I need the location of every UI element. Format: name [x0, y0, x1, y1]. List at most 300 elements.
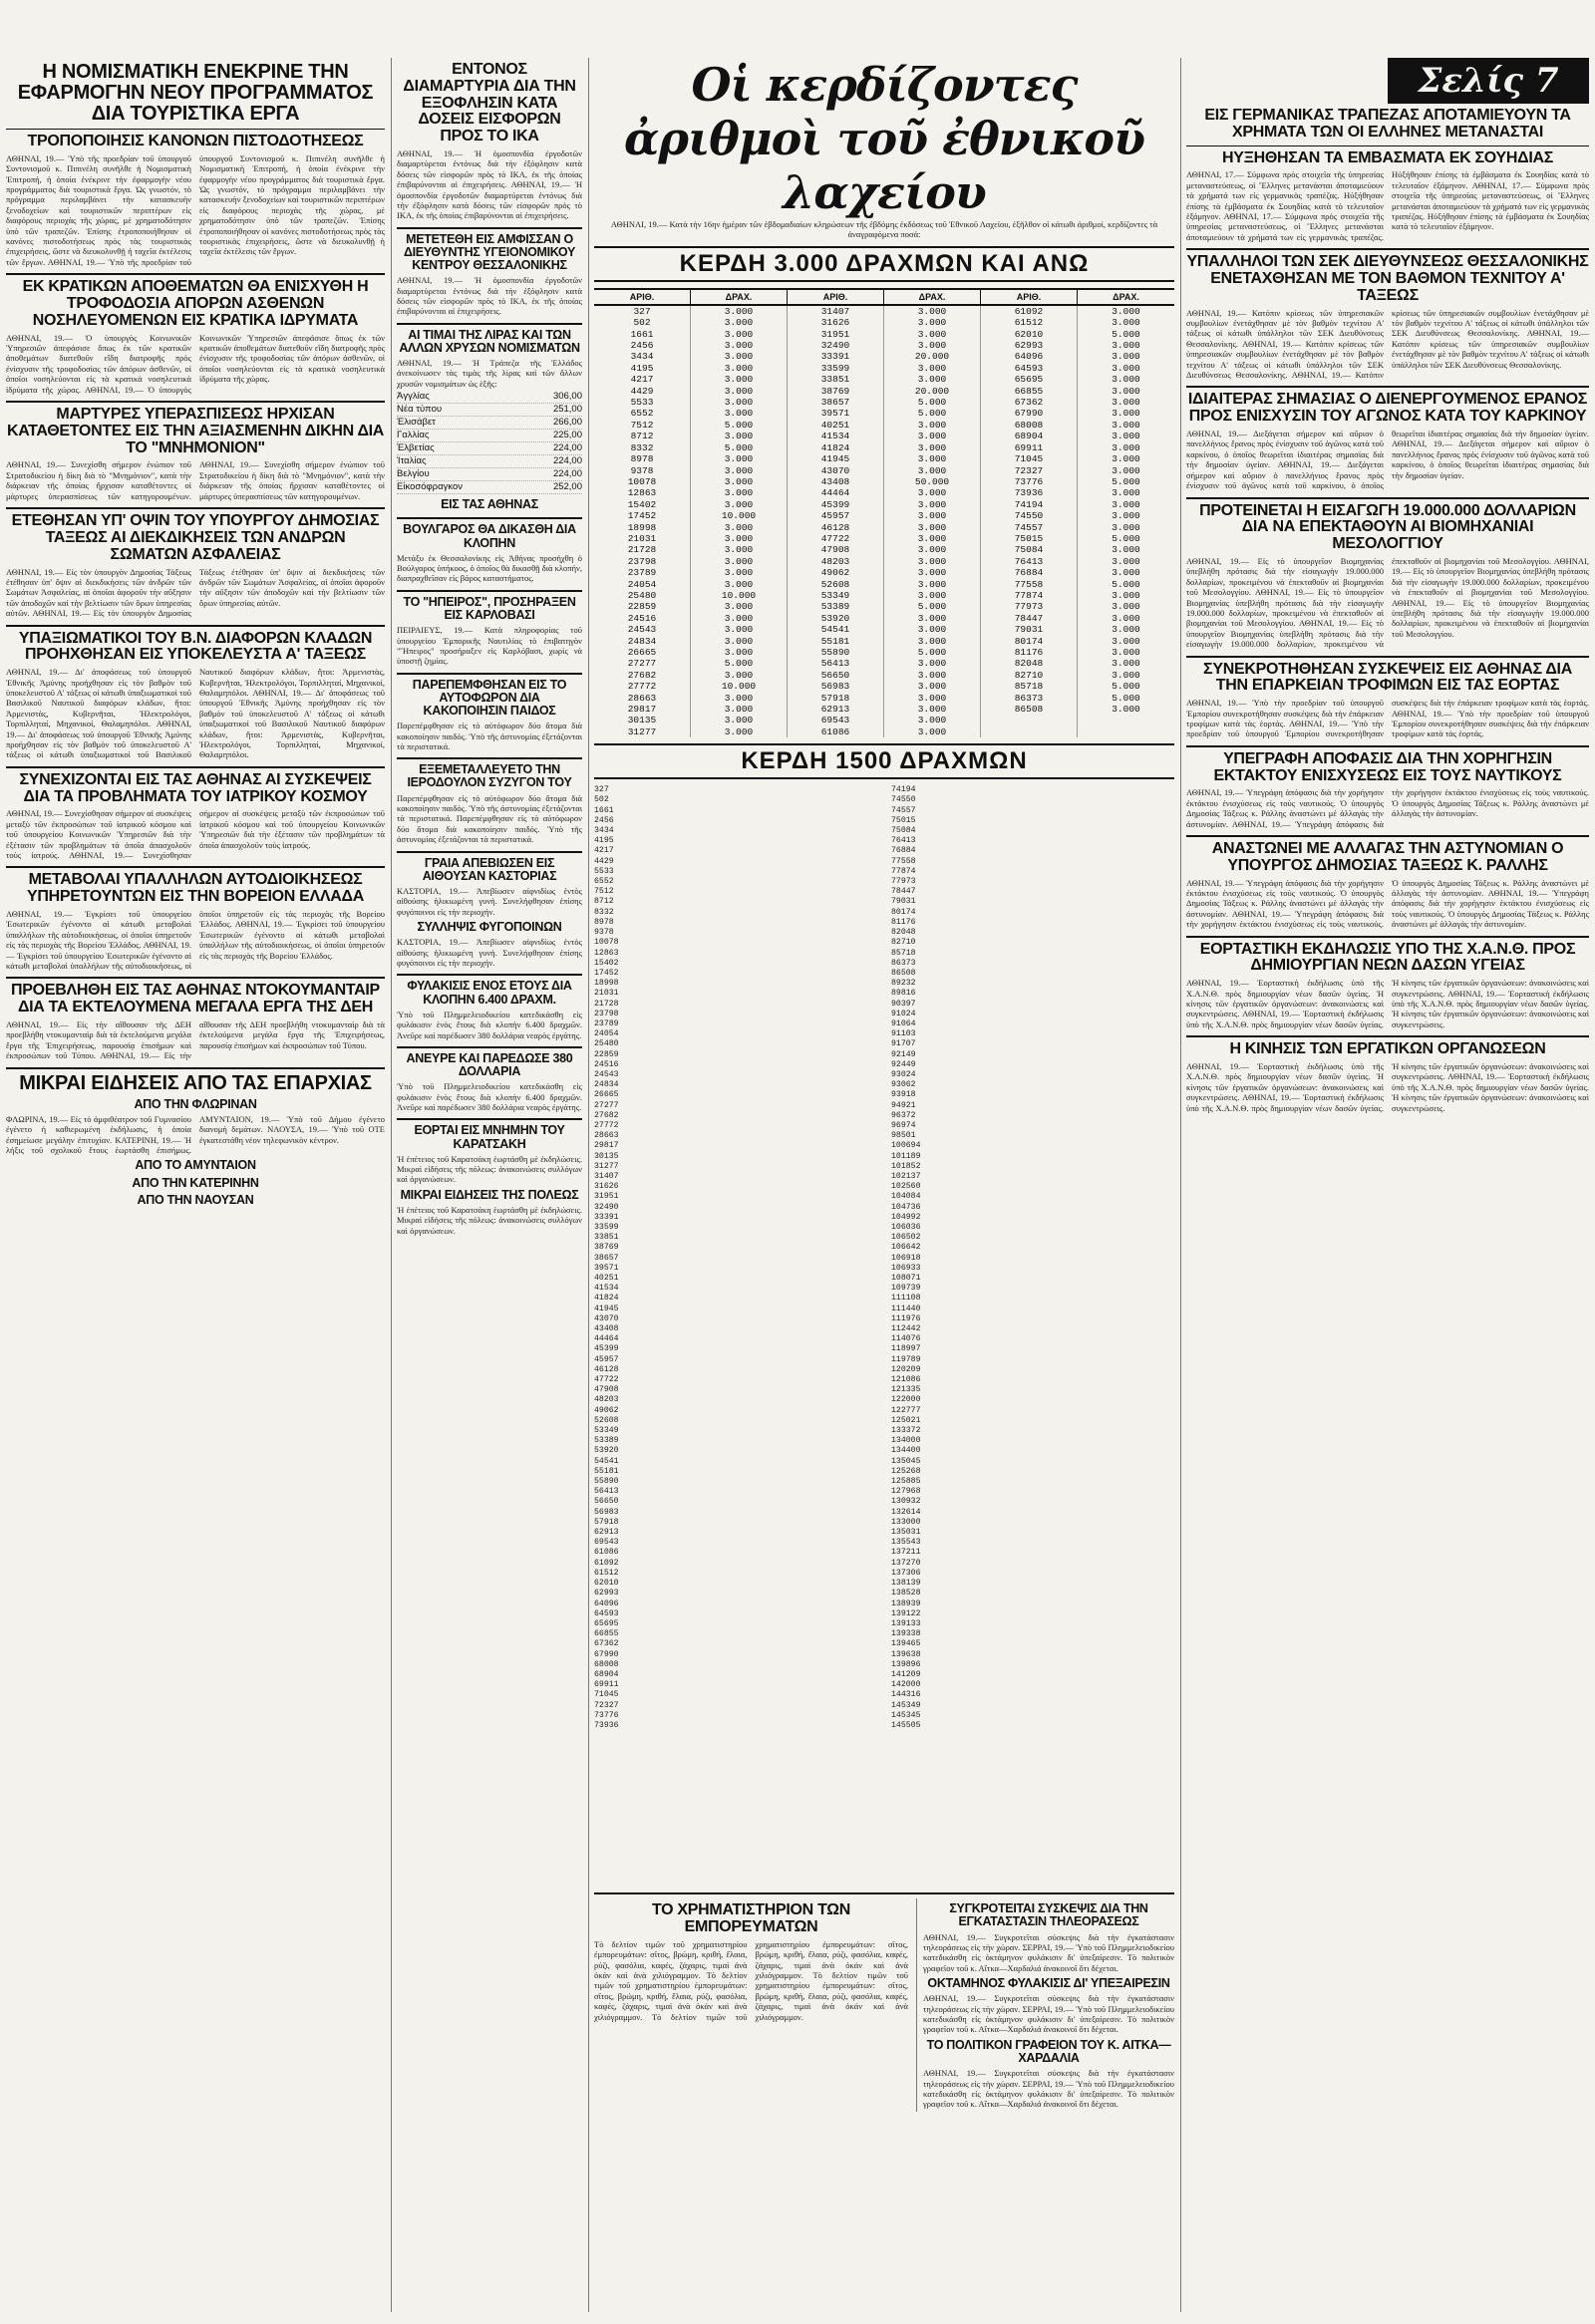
lottery-1500-line: 73936: [594, 1720, 619, 1730]
lottery-number: 80174: [1014, 635, 1044, 647]
lottery-1500-line: 43408: [594, 1324, 619, 1334]
lottery-number: 46128: [820, 521, 850, 533]
lottery-1500-line: 134000: [891, 1436, 921, 1446]
lottery-1500-line: 100694: [891, 1141, 921, 1151]
lottery-number: 4429: [630, 385, 654, 397]
lottery-amount: 3.000: [724, 555, 754, 567]
gold-price-row: [397, 430, 582, 442]
lottery-amount: 3.000: [917, 726, 947, 737]
lottery-1500-line: 65695: [594, 1618, 619, 1628]
lottery-number: 26665: [627, 647, 657, 658]
article-body: ΑΘΗΝΑΙ, 19.— Εἰς τὸν ὑπουργὸν Δημοσίας Τάξεως ἐτέθησαν ὑπ' ὄψιν αἱ διεκδικήσεις τῶν ἀνδρῶν τῶν Σωμάτων Ἀσφαλείας, αἱ ὁποῖαι ἀφοροῦν τὴν αὔξησιν τῶν ἀποδοχῶν καὶ τὴν βελτίωσιν τῶν ὅρων ὑπηρεσίας αὐτῶν. ΑΘΗΝΑΙ, 19.— Εἰς τὸν ὑπουργὸν Δημοσίας Τάξεως ἐτέθησαν ὑπ' ὄψιν αἱ διεκδικήσεις τῶν ἀνδρῶν τῶν Σωμάτων Ἀσφαλείας, αἱ ὁποῖαι ἀφοροῦν τὴν αὔξησιν τῶν ἀποδοχῶν καὶ τὴν βελτίωσιν τῶν ὅρων ὑπηρεσίας αὐτῶν.: [6, 566, 385, 619]
headline: ΟΚΤΑΜΗΝΟΣ ΦΥΛΑΚΙΣΙΣ ΔΙ' ΥΠΕΞΑΙΡΕΣΙΝ: [927, 1976, 1170, 1991]
lottery-amount: 20.000: [914, 385, 950, 397]
lottery-intro: ΑΘΗΝΑΙ, 19.— Κατὰ τὴν 16ην ἡμέραν τῶν ἑβδομαδιαίων κληρώσεων τῆς ἐβδόμης ἐκδόσεως τοῦ Ἐθνικοῦ Λαχείου, ἐξῆλθον οἱ κάτωθι ἀριθμοί, κερδίζοντες τὰ ἀναγραφόμενα ποσά:: [610, 219, 1158, 240]
lottery-number: 31626: [820, 317, 850, 329]
headline: ΜΙΚΡΑΙ ΕΙΔΗΣΕΙΣ ΑΠΟ ΤΑΣ ΕΠΑΡΧΙΑΣ: [19, 1071, 372, 1094]
article-body: ΑΘΗΝΑΙ, 19.— Ἑορταστικὴ ἐκδήλωσις ὑπὸ τῆς Χ.Α.Ν.Θ. πρὸς δημιουργίαν νέων δασῶν ὑγείας. Ἡ κίνησις τῶν ἐργατικῶν ὀργανώσεων: ἀνακοινώσεις καὶ συγκεντρώσεις. ΑΘΗΝΑΙ, 19.— Ἑορταστικὴ ἐκδήλωσις ὑπὸ τῆς Χ.Α.Ν.Θ. πρὸς δημιουργίαν νέων δασῶν ὑγείας. Ἡ κίνησις τῶν ἐργατικῶν ὀργανώσεων: ἀνακοινώσεις καὶ συγκεντρώσεις. ΑΘΗΝΑΙ, 19.— Ἑορταστικὴ ἐκδήλωσις ὑπὸ τῆς Χ.Α.Ν.Θ. πρὸς δημιουργίαν νέων δασῶν ὑγείας. Ἡ κίνησις τῶν ἐργατικῶν ὀργανώσεων: ἀνακοινώσεις καὶ συγκεντρώσεις.: [1186, 978, 1589, 1029]
lottery-amount: 3.000: [1112, 704, 1140, 716]
lottery-amount: 3.000: [724, 647, 754, 658]
lottery-1500-line: 22859: [594, 1049, 619, 1059]
lottery-1500-line: 118997: [891, 1344, 921, 1354]
lottery-amount: 3.000: [724, 635, 754, 647]
lottery-amount: 3.000: [724, 612, 754, 624]
lottery-1500-line: 75084: [891, 826, 916, 836]
lottery-1500-line: 93024: [891, 1069, 916, 1079]
lottery-amount: 3.000: [724, 328, 754, 340]
lottery-1500-line: 73776: [594, 1710, 619, 1720]
lottery-1500-numbers: [594, 785, 1174, 1887]
lottery-amount: 3.000: [724, 317, 754, 329]
lottery-1500-line: 74194: [891, 785, 916, 795]
right-briefs: [916, 1898, 1174, 2112]
gold-price-row: [397, 391, 582, 404]
lottery-amount: 3.000: [724, 669, 754, 681]
lottery-1500-line: 38769: [594, 1243, 619, 1253]
lottery-1500-line: 89816: [891, 989, 916, 999]
lottery-1500-line: 111440: [891, 1304, 921, 1313]
coin-name: Εἰκοσόφραγκον: [397, 481, 463, 493]
lottery-number: 41824: [820, 441, 850, 453]
lottery-number: 29817: [627, 704, 657, 716]
lottery-number: 43070: [820, 464, 850, 476]
lottery-1500-line: 62913: [594, 1528, 619, 1538]
lottery-1500-line: 69911: [594, 1680, 619, 1690]
lottery-amount: 10.000: [721, 510, 757, 522]
lottery-1500-line: 76884: [891, 846, 916, 856]
lottery-number: 62993: [1014, 340, 1044, 352]
lottery-1500-line: 90397: [891, 999, 916, 1009]
lottery-number: 65695: [1014, 374, 1044, 386]
lottery-amount: 3.000: [917, 567, 947, 579]
lottery-1500-line: 24543: [594, 1069, 619, 1079]
lottery-number: 76884: [1014, 567, 1044, 579]
lottery-1500-line: 66855: [594, 1629, 619, 1639]
lottery-band-3000: ΚΕΡΔΗ 3.000 ΔΡΑΧΜΩΝ ΚΑΙ ΑΝΩ: [594, 246, 1174, 282]
lottery-1500-line: 24516: [594, 1059, 619, 1069]
coin-price: 224,00: [552, 455, 582, 467]
lottery-1500-line: 77874: [891, 866, 916, 876]
lottery-amount: 3.000: [917, 487, 947, 499]
lottery-1500-line: 74550: [891, 795, 916, 805]
lottery-amount: 5.000: [724, 658, 754, 670]
lottery-amount: 3.000: [724, 475, 754, 487]
lottery-1500-line: 145349: [891, 1700, 921, 1710]
lottery-amount: 3.000: [724, 498, 754, 510]
lottery-1500-line: 75015: [891, 815, 916, 825]
headline: ΑΙ ΤΙΜΑΙ ΤΗΣ ΛΙΡΑΣ ΚΑΙ ΤΩΝ ΑΛΛΩΝ ΧΡΥΣΩΝ ΝΟΜΙΣΜΑΤΩΝ: [399, 327, 580, 355]
article-body: Ἡ ἐπέτειος τοῦ Καρατσάκη ἑωρτάσθη μὲ ἐκδηλώσεις. Μικραὶ εἰδήσεις τῆς πόλεως: ἀνακοινώσεις συλλόγων καὶ ὀργανώσεων.: [397, 1153, 582, 1185]
lottery-1500-line: 135543: [891, 1538, 921, 1548]
lottery-1500-line: 6552: [594, 877, 614, 887]
lottery-1500-line: 122000: [891, 1395, 921, 1405]
lottery-amount: 3.000: [724, 340, 754, 352]
column-header-amount: ΔΡΑΧ.: [1113, 291, 1139, 302]
lottery-1500-line: 10078: [594, 938, 619, 948]
lottery-number: 33599: [820, 362, 850, 374]
lottery-amount: 10.000: [721, 589, 757, 601]
lottery-1500-line: 68904: [594, 1669, 619, 1679]
lottery-number: 49062: [820, 567, 850, 579]
article-body: Μετάξυ ἐκ Θεσσαλονίκης εἰς Ἀθήνας προσήχθη ὁ Βούλγαρος ὑπήκοος, ὁ ὁποῖος θὰ δικασθῇ διὰ κλοπήν, διαπραχθεῖσαν εἰς βάρος καταστήματος.: [397, 552, 582, 584]
headline: ΠΑΡΕΠΕΜΦΘΗΣΑΝ ΕΙΣ ΤΟ ΑΥΤΟΦΩΡΟΝ ΔΙΑ ΚΑΚΟΠΟΙΗΣΙΝ ΠΑΙΔΟΣ: [412, 677, 567, 719]
lottery-amount: 3.000: [724, 453, 754, 465]
lottery-1500-line: 52608: [594, 1415, 619, 1425]
lottery-number: 48203: [820, 555, 850, 567]
lottery-1500-line: 137211: [891, 1548, 921, 1558]
article-body: ΑΘΗΝΑΙ, 19.— Κατόπιν κρίσεως τῶν ὑπηρεσιακῶν συμβουλίων ἐνετάχθησαν μὲ τὸν βαθμὸν τεχνίτου Α' τάξεως οἱ κάτωθι ὑπάλληλοι τῶν ΣΕΚ Διευθύνσεως Θεσσαλονίκης. ΑΘΗΝΑΙ, 19.— Κατόπιν κρίσεως τῶν ὑπηρεσιακῶν συμβουλίων ἐνετάχθησαν μὲ τὸν βαθμὸν τεχνίτου Α' τάξεως οἱ κάτωθι ὑπάλληλοι τῶν ΣΕΚ Διευθύνσεως Θεσσαλονίκης. ΑΘΗΝΑΙ, 19.— Κατόπιν κρίσεως τῶν ὑπηρεσιακῶν συμβουλίων ἐνετάχθησαν μὲ τὸν βαθμὸν τεχνίτου Α' τάξεως οἱ κάτωθι ὑπάλληλοι τῶν ΣΕΚ Διευθύνσεως Θεσσαλονίκης. ΑΘΗΝΑΙ, 19.— Κατόπιν κρίσεως τῶν ὑπηρεσιακῶν συμβουλίων ἐνετάχθησαν μὲ τὸν βαθμὸν τεχνίτου Α' τάξεως οἱ κάτωθι ὑπάλληλοι τῶν ΣΕΚ Διευθύνσεως Θεσσαλονίκης.: [1186, 307, 1589, 381]
column-2: [397, 58, 582, 2312]
lottery-1500-line: 31951: [594, 1192, 619, 1202]
lottery-amount: 3.000: [917, 328, 947, 340]
lottery-amount: 5.000: [917, 601, 947, 613]
lottery-1500-line: 102560: [891, 1182, 921, 1192]
lottery-number-column: [788, 306, 884, 737]
lottery-1500-line: 82048: [891, 928, 916, 938]
gold-price-row: [397, 404, 582, 417]
lottery-1500-line: 2456: [594, 815, 614, 825]
headline: ΜΕΤΕΤΕΘΗ ΕΙΣ ΑΜΦΙΣΣΑΝ Ο ΔΙΕΥΘΥΝΤΗΣ ΥΓΕΙΟΝΟΜΙΚΟΥ ΚΕΝΤΡΟΥ ΘΕΣΣΑΛΟΝΙΚΗΣ: [403, 231, 576, 273]
lottery-amount: 3.000: [1112, 385, 1140, 397]
lottery-amount: 3.000: [1112, 601, 1140, 613]
lottery-1500-line: 61092: [594, 1558, 619, 1568]
lottery-number: 23798: [627, 555, 657, 567]
lottery-amount: 3.000: [917, 704, 947, 716]
lottery-1500-line: 91024: [891, 1009, 916, 1018]
lottery-number: 24054: [627, 578, 657, 590]
lottery-1500-line: 61512: [594, 1568, 619, 1578]
lottery-amount: 3.000: [917, 498, 947, 510]
lottery-1500-line: 26665: [594, 1090, 619, 1100]
lottery-amount: 3.000: [917, 419, 947, 431]
lottery-number: 66855: [1014, 385, 1044, 397]
lottery-1500-line: 108071: [891, 1274, 921, 1283]
lottery-number: 502: [633, 317, 651, 329]
coin-price: 306,00: [552, 391, 582, 403]
article-body: Ὑπὸ τοῦ Πλημμελειοδικείου κατεδικάσθη εἰς φυλάκισιν ἑνὸς ἔτους διὰ κλοπὴν 6.400 δραχμῶν. Ἀνεῦρε καὶ παρέδωσεν 380 δολλάρια νεαρὸς ἐργάτης.: [397, 1009, 582, 1040]
lottery-number: 8978: [630, 453, 654, 465]
lottery-1500-line: 62993: [594, 1589, 619, 1598]
section-subhead: ΑΠΟ ΤΗΝ ΦΛΩΡΙΝΑΝ: [134, 1096, 257, 1111]
lottery-1500-line: 106642: [891, 1243, 921, 1253]
lottery-1500-line: 46128: [594, 1364, 619, 1374]
lottery-1500-line: 21728: [594, 999, 619, 1009]
lottery-1500-line: 86373: [891, 958, 916, 968]
lottery-number: 24516: [627, 612, 657, 624]
lottery-amount: 3.000: [917, 453, 947, 465]
lottery-1500-line: 8712: [594, 897, 614, 907]
lottery-1500-line: 112442: [891, 1324, 921, 1334]
section-subhead: ΑΠΟ ΤΗΝ ΚΑΤΕΡΙΝΗΝ: [132, 1175, 259, 1190]
lottery-amount: 3.000: [1112, 624, 1140, 636]
lottery-amount: 3.000: [724, 374, 754, 386]
lottery-amount: 3.000: [724, 692, 754, 704]
lottery-1500-line: 8332: [594, 907, 614, 917]
lottery-amount: 3.000: [917, 317, 947, 329]
column-header-number: ΑΡΙΘ.: [594, 290, 691, 304]
lottery-1500-line: 106036: [891, 1222, 921, 1232]
lottery-1500-line: 102137: [891, 1171, 921, 1181]
lottery-1500-line: 138939: [891, 1598, 921, 1608]
coin-name: Ἰταλίας: [397, 455, 427, 467]
lottery-1500-line: 81176: [891, 917, 916, 927]
lottery-amount: 3.000: [724, 351, 754, 363]
article-body: Ἡ ἐπέτειος τοῦ Καρατσάκη ἑωρτάσθη μὲ ἐκδηλώσεις. Μικραὶ εἰδήσεις τῆς πόλεως: ἀνακοινώσεις συλλόγων καὶ ὀργανώσεων.: [397, 1204, 582, 1236]
lottery-1500-line: 41824: [594, 1294, 619, 1304]
article-body: ΑΘΗΝΑΙ, 19.— Ἐγκρίσει τοῦ ὑπουργείου Ἐσωτερικῶν ἐγένοντο αἱ κάτωθι μεταβολαὶ ὑπαλλήλων τῆς αὐτοδιοικήσεως, οἱ ὁποῖοι ὑπηρετοῦν εἰς τὰς περιοχὰς τῆς Βορείου Ἑλλάδος. ΑΘΗΝΑΙ, 19.— Ἐγκρίσει τοῦ ὑπουργείου Ἐσωτερικῶν ἐγένοντο αἱ κάτωθι μεταβολαὶ ὑπαλλήλων τῆς αὐτοδιοικήσεως, οἱ ὁποῖοι ὑπηρετοῦν εἰς τὰς περιοχὰς τῆς Βορείου Ἑλλάδος. ΑΘΗΝΑΙ, 19.— Ἐγκρίσει τοῦ ὑπουργείου Ἐσωτερικῶν ἐγένοντο αἱ κάτωθι μεταβολαὶ ὑπαλλήλων τῆς αὐτοδιοικήσεως, οἱ ὁποῖοι ὑπηρετοῦν εἰς τὰς περιοχὰς τῆς Βορείου Ἑλλάδος.: [6, 909, 385, 972]
lottery-number: 69543: [820, 715, 850, 726]
lottery-1500-line: 61086: [594, 1548, 619, 1558]
lottery-amount: 3.000: [917, 635, 947, 647]
lottery-number: 73776: [1014, 475, 1044, 487]
lottery-number: 31277: [627, 726, 657, 737]
headline: ΜΑΡΤΥΡΕΣ ΥΠΕΡΑΣΠΙΣΕΩΣ ΗΡΧΙΣΑΝ ΚΑΤΑΘΕΤΟΝΤΕΣ ΕΙΣ ΤΗΝ ΑΞΙΑΣΜΕΝΗΝ ΔΙΚΗΝ ΔΙΑ ΤΟ "ΜΝΗΜΟΝΙΟΝ": [6, 406, 385, 456]
lottery-amount: 3.000: [1112, 419, 1140, 431]
coin-name: Ἑλβετίας: [397, 442, 435, 454]
lottery-number: 43408: [820, 475, 850, 487]
coin-name: Βελγίου: [397, 468, 430, 480]
lottery-number: 45957: [820, 510, 850, 522]
lottery-1500-line: 104736: [891, 1202, 921, 1212]
lottery-1500-line: 49062: [594, 1405, 619, 1415]
headline: ΠΡΟΤΕΙΝΕΤΑΙ Η ΕΙΣΑΓΩΓΗ 19.000.000 ΔΟΛΛΑΡΙΩΝ ΔΙΑ ΝΑ ΕΠΕΚΤΑΘΟΥΝ ΑΙ ΒΙΟΜΗΧΑΝΙΑΙ ΜΕΣΟΛΟΓΓΙΟΥ: [1199, 501, 1576, 553]
lottery-1500-line: 142000: [891, 1680, 921, 1690]
lottery-amount: 3.000: [1112, 453, 1140, 465]
lottery-1500-line: 55181: [594, 1466, 619, 1476]
lottery-number: 8332: [630, 441, 654, 453]
lottery-amount: 3.000: [724, 726, 754, 737]
lottery-1500-line: 67362: [594, 1639, 619, 1649]
lottery-number: 15402: [627, 498, 657, 510]
lottery-1500-line: 133000: [891, 1517, 921, 1527]
lottery-amount: 3.000: [1112, 397, 1140, 409]
lottery-1500-line: 106502: [891, 1233, 921, 1243]
lottery-1500-line: 12863: [594, 948, 619, 958]
lottery-number: 71045: [1014, 453, 1044, 465]
lottery-number: 23789: [627, 567, 657, 579]
lottery-1500-line: 33599: [594, 1222, 619, 1232]
lottery-1500-line: 62010: [594, 1579, 619, 1589]
lottery-amount: 3.000: [917, 374, 947, 386]
lottery-number: 67362: [1014, 397, 1044, 409]
lottery-amount: 5.000: [1112, 692, 1140, 704]
coin-name: Ἐλισάβετ: [397, 417, 436, 429]
lottery-number: 47722: [820, 532, 850, 544]
lottery-1500-line: 74557: [891, 805, 916, 815]
lottery-1500-line: 64096: [594, 1598, 619, 1608]
lottery-number: 41945: [820, 453, 850, 465]
lottery-1500-line: 24834: [594, 1080, 619, 1090]
lottery-number: 5533: [630, 397, 654, 409]
lottery-1500-line: 27682: [594, 1110, 619, 1120]
lottery-number: 69911: [1014, 441, 1044, 453]
lottery-number: 24834: [627, 635, 657, 647]
lottery-amount: 3.000: [1112, 521, 1140, 533]
lottery-amount: 3.000: [1112, 669, 1140, 681]
article-body: ΑΘΗΝΑΙ, 19.— Εἰς τὸ ὑπουργεῖον Βιομηχανίας ὑπεβλήθη πρότασις διὰ τὴν εἰσαγωγὴν 19.000.000 δολλαρίων, προκειμένου νὰ ἐπεκταθοῦν αἱ βιομηχανίαι τοῦ Μεσολογγίου. ΑΘΗΝΑΙ, 19.— Εἰς τὸ ὑπουργεῖον Βιομηχανίας ὑπεβλήθη πρότασις διὰ τὴν εἰσαγωγὴν 19.000.000 δολλαρίων, προκειμένου νὰ ἐπεκταθοῦν αἱ βιομηχανίαι τοῦ Μεσολογγίου. ΑΘΗΝΑΙ, 19.— Εἰς τὸ ὑπουργεῖον Βιομηχανίας ὑπεβλήθη πρότασις διὰ τὴν εἰσαγωγὴν 19.000.000 δολλαρίων, προκειμένου νὰ ἐπεκταθοῦν αἱ βιομηχανίαι τοῦ Μεσολογγίου. ΑΘΗΝΑΙ, 19.— Εἰς τὸ ὑπουργεῖον Βιομηχανίας ὑπεβλήθη πρότασις διὰ τὴν εἰσαγωγὴν 19.000.000 δολλαρίων, προκειμένου νὰ ἐπεκταθοῦν αἱ βιομηχανίαι τοῦ Μεσολογγίου. ΑΘΗΝΑΙ, 19.— Εἰς τὸ ὑπουργεῖον Βιομηχανίας ὑπεβλήθη πρότασις διὰ τὴν εἰσαγωγὴν 19.000.000 δολλαρίων, προκειμένου νὰ ἐπεκταθοῦν αἱ βιομηχανίαι τοῦ Μεσολογγίου.: [1186, 555, 1589, 650]
lottery-number: 56413: [820, 658, 850, 670]
lottery-amount: 3.000: [1112, 340, 1140, 352]
lottery-1500-line: 106918: [891, 1253, 921, 1263]
lottery-number: 53349: [820, 589, 850, 601]
lottery-1500-line: 7512: [594, 887, 614, 897]
lottery-amount: 3.000: [917, 578, 947, 590]
lottery-1500-line: 114076: [891, 1334, 921, 1344]
lottery-1500-line: 39571: [594, 1263, 619, 1273]
lottery-amount: 3.000: [724, 601, 754, 613]
lottery-1500-line: 29817: [594, 1141, 619, 1151]
lottery-1500-line: 91064: [891, 1018, 916, 1028]
subheadline: ΗΥΞΗΘΗΣΑΝ ΤΑ ΕΜΒΑΣΜΑΤΑ ΕΚ ΣΟΥΗΔΙΑΣ: [1221, 148, 1554, 166]
lottery-amount: 3.000: [1112, 317, 1140, 329]
headline: ΕΝΤΟΝΟΣ ΔΙΑΜΑΡΤΥΡΙΑ ΔΙΑ ΤΗΝ ΕΞΟΦΛΗΣΙΝ ΚΑΤΑ ΔΟΣΕΙΣ ΕΙΣΦΟΡΩΝ ΠΡΟΣ ΤΟ ΙΚΑ: [403, 61, 576, 145]
lottery-1500-line: 125021: [891, 1415, 921, 1425]
lottery-amount: 3.000: [1112, 658, 1140, 670]
lottery-number: 62913: [820, 704, 850, 716]
coin-price: 252,00: [552, 481, 582, 493]
lottery-1500-line: 53920: [594, 1446, 619, 1456]
lottery-amount: 3.000: [724, 521, 754, 533]
lottery-amount: 5.000: [917, 408, 947, 420]
lottery-1500-line: 122777: [891, 1405, 921, 1415]
lottery-1500-line: 64593: [594, 1608, 619, 1618]
lottery-1500-line: 69543: [594, 1538, 619, 1548]
lottery-amount: 3.000: [1112, 612, 1140, 624]
lottery-1500-line: 139133: [891, 1618, 921, 1628]
lottery-1500-line: 138528: [891, 1589, 921, 1598]
lottery-number: 40251: [820, 419, 850, 431]
lottery-number: 44464: [820, 487, 850, 499]
lottery-amount: 3.000: [1112, 487, 1140, 499]
lottery-1500-line: 106933: [891, 1263, 921, 1273]
lottery-number: 28663: [627, 692, 657, 704]
lottery-number: 38657: [820, 397, 850, 409]
lottery-1500-line: 56650: [594, 1497, 619, 1507]
lottery-1500-line: 27277: [594, 1100, 619, 1110]
lottery-1500-line: 9378: [594, 928, 614, 938]
lottery-table-header: [594, 288, 1174, 306]
headline: ΣΥΓΚΡΟΤΕΙΤΑΙ ΣΥΣΚΕΨΙΣ ΔΙΑ ΤΗΝ ΕΓΚΑΤΑΣΤΑΣΙΝ ΤΗΛΕΟΡΑΣΕΩΣ: [949, 1901, 1148, 1929]
lottery-1500-line: 27772: [594, 1120, 619, 1130]
lottery-1500-line: 145505: [891, 1720, 921, 1730]
lottery-1500-line: 135045: [891, 1456, 921, 1466]
headline: ΕΟΡΤΑΣΤΙΚΗ ΕΚΔΗΛΩΣΙΣ ΥΠΟ ΤΗΣ Χ.Α.Ν.Θ. ΠΡΟΣ ΔΗΜΙΟΥΡΓΙΑΝ ΝΕΩΝ ΔΑΣΩΝ ΥΓΕΙΑΣ: [1199, 940, 1576, 975]
lottery-number: 21728: [627, 544, 657, 556]
lottery-1500-line: 21031: [594, 989, 619, 999]
lottery-amount: 5.000: [1112, 532, 1140, 544]
lottery-1500-line: 139896: [891, 1659, 921, 1669]
lottery-number: 24543: [627, 624, 657, 636]
article-body: ΑΘΗΝΑΙ, 19.— Ὑπὸ τὴν προεδρίαν τοῦ ὑπουργοῦ Ἐμπορίου συνεκροτήθησαν συσκέψεις διὰ τὴν ἐπάρκειαν τροφίμων κατὰ τὰς ἑορτάς. ΑΘΗΝΑΙ, 19.— Ὑπὸ τὴν προεδρίαν τοῦ ὑπουργοῦ Ἐμπορίου συνεκροτήθησαν συσκέψεις διὰ τὴν ἐπάρκειαν τροφίμων κατὰ τὰς ἑορτάς. ΑΘΗΝΑΙ, 19.— Ὑπὸ τὴν προεδρίαν τοῦ ὑπουργοῦ Ἐμπορίου συνεκροτήθησαν συσκέψεις διὰ τὴν ἐπάρκειαν τροφίμων κατὰ τὰς ἑορτάς.: [1186, 698, 1589, 739]
lottery-amount: 3.000: [724, 487, 754, 499]
lottery-1500-line: 24054: [594, 1029, 619, 1039]
lottery-1500-line: 86508: [891, 968, 916, 978]
lottery-amount: 3.000: [917, 658, 947, 670]
lottery-number: 327: [633, 305, 651, 317]
lottery-amount: 3.000: [917, 340, 947, 352]
lottery-1500-line: 47722: [594, 1375, 619, 1385]
coin-price: 224,00: [552, 442, 582, 454]
column-1: [6, 58, 385, 2312]
lottery-1500-line: 80174: [891, 907, 916, 917]
article-body: Παρεπέμφθησαν εἰς τὸ αὐτόφωρον δύο ἄτομα διὰ κακοποίησιν παιδός. Ὑπὸ τῆς ἀστυνομίας ἐξετάζονται τὰ περιστατικά. Παρεπέμφθησαν εἰς τὸ αὐτόφωρον δύο ἄτομα διὰ κακοποίησιν παιδός. Ὑπὸ τῆς ἀστυνομίας ἐξετάζονται τὰ περιστατικά.: [397, 792, 582, 845]
lottery-number: 56650: [820, 669, 850, 681]
gold-price-row: [397, 442, 582, 455]
lottery-1500-line: 85718: [891, 948, 916, 958]
lottery-1500-line: 92449: [891, 1059, 916, 1069]
lottery-number: 62010: [1014, 328, 1044, 340]
headline: Η ΝΟΜΙΣΜΑΤΙΚΗ ΕΝΕΚΡΙΝΕ ΤΗΝ ΕΦΑΡΜΟΓΗΝ ΝΕΟΥ ΠΡΟΓΡΑΜΜΑΤΟΣ ΔΙΑ ΤΟΥΡΙΣΤΙΚΑ ΕΡΓΑ: [17, 61, 374, 125]
lottery-1500-line: 96372: [891, 1110, 916, 1120]
lottery-amount: 3.000: [1112, 351, 1140, 363]
lottery-1500-line: 54541: [594, 1456, 619, 1466]
lottery-amount: 5.000: [1112, 328, 1140, 340]
lottery-amount: 3.000: [724, 532, 754, 544]
lottery-1500-line: 109739: [891, 1284, 921, 1294]
article-body: ΑΘΗΝΑΙ, 19.— Ὑπὸ τῆς προεδρίαν τοῦ ὑπουργοῦ Συντονισμοῦ κ. Πιπινέλη συνῆλθε ἡ Νομισματικὴ Ἐπιτροπή, ἡ ὁποία ἐνέκρινε τὴν ἐφαρμογὴν νέου προγράμματος διὰ τουριστικὰ ἔργα. Ὡς γνωστόν, τὸ πρόγραμμα περιλαμβάνει τὴν κατασκευὴν ξενοδοχείων καὶ τουριστικῶν περιπτέρων εἰς διαφόρους περιοχὰς τῆς χώρας, μὲ χρηματοδότησιν ὑπὸ τῶν τραπεζῶν. Ἐπίσης ἐτροποποιήθησαν οἱ κανόνες πιστοδοτήσεως πρὸς τὰς τουριστικὰς ἐπιχειρήσεις, ὥστε νὰ διευκολυνθῇ ἡ ταχεῖα ἐκτέλεσις τῶν ἔργων. ΑΘΗΝΑΙ, 19.— Ὑπὸ τῆς προεδρίαν τοῦ ὑπουργοῦ Συντονισμοῦ κ. Πιπινέλη συνῆλθε ἡ Νομισματικὴ Ἐπιτροπή, ἡ ὁποία ἐνέκρινε τὴν ἐφαρμογὴν νέου προγράμματος διὰ τουριστικὰ ἔργα. Ὡς γνωστόν, τὸ πρόγραμμα περιλαμβάνει τὴν κατασκευὴν ξενοδοχείων καὶ τουριστικῶν περιπτέρων εἰς διαφόρους περιοχὰς τῆς χώρας, μὲ χρηματοδότησιν ὑπὸ τῶν τραπεζῶν. Ἐπίσης ἐτροποποιήθησαν οἱ κανόνες πιστοδοτήσεως πρὸς τὰς τουριστικὰς ἐπιχειρήσεις, ὥστε νὰ διευκολυνθῇ ἡ ταχεῖα ἐκτέλεσις τῶν ἔργων.: [6, 152, 385, 267]
lottery-number: 6552: [630, 408, 654, 420]
lottery-number: 9378: [630, 464, 654, 476]
lottery-number: 30135: [627, 715, 657, 726]
lottery-amount: 3.000: [1112, 544, 1140, 556]
lottery-number: 73936: [1014, 487, 1044, 499]
lottery-1500-line: 48203: [594, 1395, 619, 1405]
lottery-number: 81176: [1014, 647, 1044, 658]
lottery-number: 77558: [1014, 578, 1044, 590]
lottery-1500-line: 57918: [594, 1517, 619, 1527]
lottery-amount: 3.000: [724, 397, 754, 409]
lottery-amount: 20.000: [914, 351, 950, 363]
lottery-1500-line: 139338: [891, 1629, 921, 1639]
lottery-number: 55890: [820, 647, 850, 658]
lottery-1500-line: 121335: [891, 1385, 921, 1395]
article-body: ΑΘΗΝΑΙ, 19.— Εἰς τὴν αἴθουσαν τῆς ΔΕΗ προεβλήθη ντοκυμανταὶρ διὰ τὰ ἐκτελούμενα μεγάλα ἔργα τῆς Ἐπιχειρήσεως, παρουσίᾳ ἐπισήμων καὶ ἐκπροσώπων τοῦ Τύπου. ΑΘΗΝΑΙ, 19.— Εἰς τὴν αἴθουσαν τῆς ΔΕΗ προεβλήθη ντοκυμανταὶρ διὰ τὰ ἐκτελούμενα μεγάλα ἔργα τῆς Ἐπιχειρήσεως, παρουσίᾳ ἐπισήμων καὶ ἐκπροσώπων τοῦ Τύπου.: [6, 1019, 385, 1061]
lottery-amount: 3.000: [724, 624, 754, 636]
lottery-amount-column: [1078, 306, 1174, 737]
lottery-1500-line: 3434: [594, 826, 614, 836]
lottery-amount: 5.000: [724, 441, 754, 453]
lottery-amount: 3.000: [724, 578, 754, 590]
lottery-number: 41534: [820, 431, 850, 442]
lottery-1500-line: 72327: [594, 1700, 619, 1710]
lottery-1500-line: 144316: [891, 1690, 921, 1700]
lottery-1500-line: 23798: [594, 1009, 619, 1018]
lottery-1500-line: 78447: [891, 887, 916, 897]
lottery-number: 61512: [1014, 317, 1044, 329]
lottery-amount: 3.000: [1112, 498, 1140, 510]
lottery-amount: 3.000: [1112, 431, 1140, 442]
lottery-amount: 3.000: [917, 692, 947, 704]
lottery-number: 33851: [820, 374, 850, 386]
headline: ΣΥΛΛΗΨΙΣ ΦΥΓΟΠΟΙΝΩΝ: [417, 920, 562, 935]
lottery-1500-line: 31277: [594, 1161, 619, 1171]
lottery-1500-line: 145345: [891, 1710, 921, 1720]
lottery-number: 39571: [820, 408, 850, 420]
lottery-1500-line: 111976: [891, 1313, 921, 1323]
lottery-1500-line: 44464: [594, 1334, 619, 1344]
lottery-number: 25480: [627, 589, 657, 601]
lottery-1500-line: 139122: [891, 1608, 921, 1618]
lottery-1500-line: 137270: [891, 1558, 921, 1568]
lottery-number: 52608: [820, 578, 850, 590]
lottery-number: 2456: [630, 340, 654, 352]
article-body: ΑΘΗΝΑΙ, 19.— Ἑορταστικὴ ἐκδήλωσις ὑπὸ τῆς Χ.Α.Ν.Θ. πρὸς δημιουργίαν νέων δασῶν ὑγείας. Ἡ κίνησις τῶν ἐργατικῶν ὀργανώσεων: ἀνακοινώσεις καὶ συγκεντρώσεις. ΑΘΗΝΑΙ, 19.— Ἑορταστικὴ ἐκδήλωσις ὑπὸ τῆς Χ.Α.Ν.Θ. πρὸς δημιουργίαν νέων δασῶν ὑγείας. Ἡ κίνησις τῶν ἐργατικῶν ὀργανώσεων: ἀνακοινώσεις καὶ συγκεντρώσεις. ΑΘΗΝΑΙ, 19.— Ἑορταστικὴ ἐκδήλωσις ὑπὸ τῆς Χ.Α.Ν.Θ. πρὸς δημιουργίαν νέων δασῶν ὑγείας. Ἡ κίνησις τῶν ἐργατικῶν ὀργανώσεων: ἀνακοινώσεις καὶ συγκεντρώσεις.: [1186, 1061, 1589, 1113]
lottery-number: 22859: [627, 601, 657, 613]
lottery-1500-line: 82710: [891, 938, 916, 948]
lottery-amount: 3.000: [917, 544, 947, 556]
lottery-1500-line: 15402: [594, 958, 619, 968]
lottery-number: 55181: [820, 635, 850, 647]
